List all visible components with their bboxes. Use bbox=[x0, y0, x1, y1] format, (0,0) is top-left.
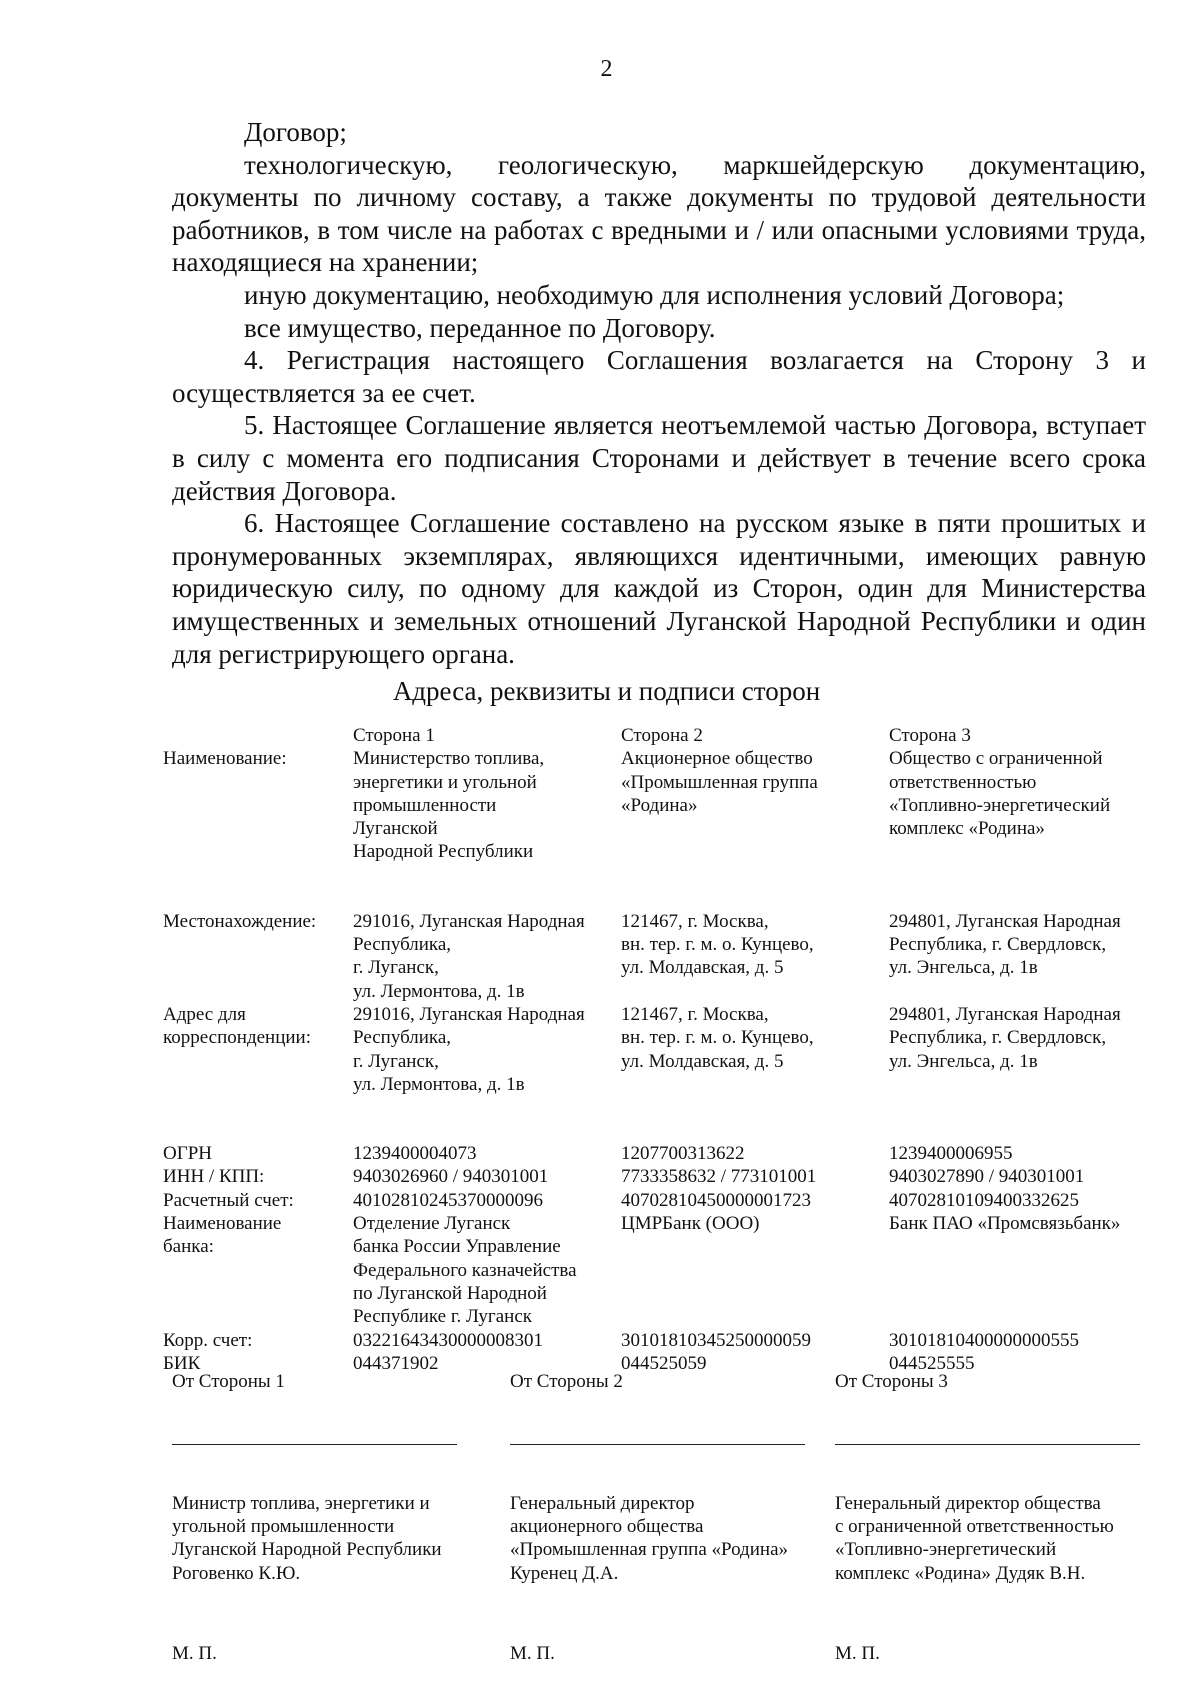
signature-from: От Стороны 1 bbox=[172, 1371, 285, 1393]
signatory-title: Министр топлива, энергетики и угольной промышленности Луганской Народной Республики Роговенко К.Ю. bbox=[172, 1492, 442, 1584]
signature-block-party-1 bbox=[172, 1347, 457, 1689]
table-cell: 7733358632 / 773101001 bbox=[621, 1166, 817, 1188]
stamp-place: М. П. bbox=[172, 1643, 217, 1665]
table-cell: 121467, г. Москва, вн. тер. г. м. о. Кунцево, ул. Молдавская, д. 5 bbox=[621, 910, 814, 979]
table-cell: Отделение Луганск банка России Управление Федерального казначейства по Луганской Народной Республике г. Луганск bbox=[353, 1213, 577, 1328]
row-label: ОГРН bbox=[163, 1143, 212, 1165]
table-cell: 294801, Луганская Народная Республика, г. Свердловск, ул. Энгельса, д. 1в bbox=[889, 910, 1121, 979]
table-cell: Общество с ограниченной ответственностью «Топливно-энергетический комплекс «Родина» bbox=[889, 748, 1111, 840]
table-cell: Акционерное общество «Промышленная группа «Родина» bbox=[621, 748, 818, 816]
table-cell: 044371902 bbox=[353, 1352, 439, 1374]
table-cell: 30101810345250000059 bbox=[621, 1329, 811, 1351]
row-label: БИК bbox=[163, 1352, 201, 1374]
table-cell: Министерство топлива, энергетики и угольной промышленности Луганской Народной Республики bbox=[353, 748, 545, 863]
table-row bbox=[163, 1003, 1159, 1096]
party-header: Сторона 3 bbox=[889, 725, 971, 746]
signature-from: От Стороны 3 bbox=[835, 1371, 948, 1393]
row-label: Местонахождение: bbox=[163, 910, 317, 932]
stamp-place: М. П. bbox=[835, 1643, 880, 1665]
row-label: Корр. счет: bbox=[163, 1329, 253, 1351]
table-cell: 9403027890 / 940301001 bbox=[889, 1166, 1085, 1188]
stamp-place: М. П. bbox=[510, 1643, 555, 1665]
requisites-table bbox=[163, 724, 1159, 1375]
table-cell: 121467, г. Москва, вн. тер. г. м. о. Кунцево, ул. Молдавская, д. 5 bbox=[621, 1003, 814, 1072]
paragraph-item: все имущество, переданное по Договору. bbox=[244, 312, 716, 343]
table-row bbox=[163, 1165, 1159, 1188]
row-label: Наименование банка: bbox=[163, 1213, 282, 1258]
paragraph-item: 6. Настоящее Соглашение составлено на русском языке в пяти прошитых и пронумерованных экземплярах, являющихся идентичными, имеющих равную юридическую силу, по одному для каждой из Сторон, один для Министерства имущественных и земельных отношений Луганской Народной Республики и один для регистрирующего органа. bbox=[172, 508, 1146, 669]
signatory-title: Генеральный директор акционерного общества «Промышленная группа «Родина» Куренец Д.А. bbox=[510, 1492, 788, 1584]
table-cell: ЦМРБанк (ООО) bbox=[621, 1213, 760, 1235]
table-row bbox=[163, 1189, 1159, 1212]
row-label: Наименование: bbox=[163, 748, 287, 770]
table-cell: 30101810400000000555 bbox=[889, 1329, 1079, 1351]
table-cell: 044525555 bbox=[889, 1352, 975, 1374]
table-cell: 40702810450000001723 bbox=[621, 1189, 811, 1211]
table-cell: 1207700313622 bbox=[621, 1143, 745, 1165]
table-cell: Банк ПАО «Промсвязьбанк» bbox=[889, 1213, 1121, 1235]
paragraph-item: Договор; bbox=[244, 117, 347, 147]
signature-from: От Стороны 2 bbox=[510, 1371, 623, 1393]
table-cell: 1239400006955 bbox=[889, 1143, 1013, 1165]
table-cell: 40102810245370000096 bbox=[353, 1189, 543, 1211]
paragraph-item: иную документацию, необходимую для исполнения условий Договора; bbox=[244, 279, 1065, 310]
table-cell: 044525059 bbox=[621, 1352, 707, 1374]
signature-line bbox=[172, 1444, 457, 1445]
table-cell: 9403026960 / 940301001 bbox=[353, 1166, 549, 1188]
row-label: ИНН / КПП: bbox=[163, 1166, 265, 1188]
paragraph-item: 5. Настоящее Соглашение является неотъемлемой частью Договора, вступает в силу с момента его подписания Сторонами и действует в течение всего срока действия Договора. bbox=[172, 410, 1146, 506]
table-row bbox=[163, 1212, 1159, 1328]
signature-line bbox=[510, 1444, 805, 1445]
paragraph-item: технологическую, геологическую, маркшейдерскую документацию, документы по личному составу, а также документы по трудовой деятельности работников, в том числе на работах с вредными и / или опасными условиями труда, находящиеся на хранении; bbox=[172, 149, 1146, 278]
paragraph-item: 4. Регистрация настоящего Соглашения возлагается на Сторону 3 и осуществляется за ее счет. bbox=[172, 345, 1146, 408]
table-row bbox=[163, 724, 1159, 747]
table-row bbox=[163, 910, 1159, 1003]
table-cell: 291016, Луганская Народная Республика, г. Луганск, ул. Лермонтова, д. 1в bbox=[353, 910, 585, 1002]
table-cell: 291016, Луганская Народная Республика, г. Луганск, ул. Лермонтова, д. 1в bbox=[353, 1003, 585, 1095]
signature-block-party-2 bbox=[510, 1347, 805, 1689]
table-cell: 03221643430000008301 bbox=[353, 1329, 543, 1351]
table-cell: 1239400004073 bbox=[353, 1143, 477, 1165]
signature-line bbox=[835, 1444, 1140, 1445]
page-number: 2 bbox=[600, 56, 613, 82]
signatory-title: Генеральный директор общества с ограниченной ответственностью «Топливно-энергетический комплекс «Родина» Дудяк В.Н. bbox=[835, 1492, 1114, 1584]
row-label: Адрес для корреспонденции: bbox=[163, 1003, 311, 1049]
party-header: Сторона 1 bbox=[353, 725, 435, 746]
body-text bbox=[172, 116, 1146, 670]
table-row bbox=[163, 747, 1159, 863]
party-header: Сторона 2 bbox=[621, 725, 703, 746]
row-label: Расчетный счет: bbox=[163, 1189, 294, 1211]
signature-block-party-3 bbox=[835, 1347, 1140, 1689]
table-cell: 40702810109400332625 bbox=[889, 1189, 1079, 1211]
section-title: Адреса, реквизиты и подписи сторон bbox=[392, 676, 821, 706]
table-cell: 294801, Луганская Народная Республика, г. Свердловск, ул. Энгельса, д. 1в bbox=[889, 1003, 1121, 1072]
table-row bbox=[163, 1142, 1159, 1165]
